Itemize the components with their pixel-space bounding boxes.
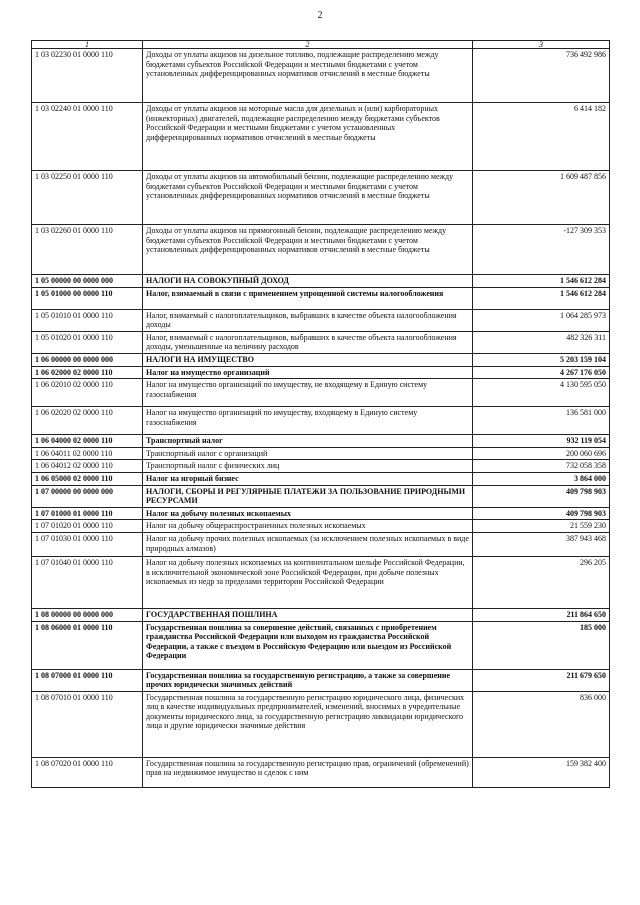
description-cell: Государственная пошлина за государственную регистрацию, а также за совершение прочих юридически значимых действий — [143, 669, 473, 691]
description-cell: НАЛОГИ НА СОВОКУПНЫЙ ДОХОД — [143, 275, 473, 288]
code-cell: 1 05 01010 01 0000 110 — [32, 309, 143, 331]
description-cell: Доходы от уплаты акцизов на автомобильный бензин, подлежащие распределению между бюджетами субъектов Российской Федерации и местными бюджетами с учетом установленных дифференцированных нормативов отчислений в местные бюджеты — [143, 171, 473, 225]
revenue-table — [31, 40, 610, 788]
description-cell: Налог на имущество организаций по имуществу, входящему в Единую систему газоснабжения — [143, 407, 473, 435]
table-row — [32, 447, 610, 460]
amount-cell: 4 130 595 050 — [473, 379, 610, 407]
amount-cell: -127 309 353 — [473, 225, 610, 275]
table-row — [32, 353, 610, 366]
table-row — [32, 331, 610, 353]
amount-cell: 1 064 285 973 — [473, 309, 610, 331]
description-cell: Налог, взимаемый в связи с применением упрощенной системы налогообложения — [143, 287, 473, 309]
description-cell: Доходы от уплаты акцизов на моторные масла для дизельных и (или) карбюраторных (инжекторных) двигателей, подлежащие распределению между бюджетами субъектов Российской Федерации и местными бюджетами с учетом установленных дифференцированных нормативов отчислений в местные бюджеты — [143, 103, 473, 171]
amount-cell: 836 000 — [473, 691, 610, 757]
amount-cell: 736 492 986 — [473, 49, 610, 103]
code-cell: 1 08 07020 01 0000 110 — [32, 757, 143, 787]
table-row — [32, 171, 610, 225]
page-number: 2 — [317, 10, 323, 21]
code-cell: 1 03 02230 01 0000 110 — [32, 49, 143, 103]
code-cell: 1 07 01000 01 0000 110 — [32, 507, 143, 520]
table-row — [32, 691, 610, 757]
description-cell: Налог, взимаемый с налогоплательщиков, выбравших в качестве объекта налогообложения доходы — [143, 309, 473, 331]
description-cell: Налог на имущество организаций — [143, 366, 473, 379]
description-cell: Государственная пошлина за совершение действий, связанных с приобретением гражданства Российской Федерации или выходом из гражданства Российской Федерации, а также с въездом в Российскую Федерацию или выездом из Российской Федерации — [143, 621, 473, 669]
description-cell: Транспортный налог с физических лиц — [143, 460, 473, 473]
code-cell: 1 03 02260 01 0000 110 — [32, 225, 143, 275]
header-col-2: 2 — [143, 41, 473, 49]
header-col-3: 3 — [473, 41, 610, 49]
table-row — [32, 472, 610, 485]
amount-cell: 159 382 400 — [473, 757, 610, 787]
amount-cell: 21 559 230 — [473, 520, 610, 533]
code-cell: 1 03 02250 01 0000 110 — [32, 171, 143, 225]
description-cell: Государственная пошлина за государственную регистрацию прав, ограничений (обременений) прав на недвижимое имущество и сделок с ним — [143, 757, 473, 787]
table-row — [32, 309, 610, 331]
table-header-row — [32, 41, 610, 49]
description-cell: Налог на добычу прочих полезных ископаемых (за исключением полезных ископаемых в виде природных алмазов) — [143, 532, 473, 556]
amount-cell: 1 546 612 284 — [473, 275, 610, 288]
table-row — [32, 556, 610, 608]
code-cell: 1 06 02020 02 0000 110 — [32, 407, 143, 435]
amount-cell: 1 609 487 856 — [473, 171, 610, 225]
code-cell: 1 07 00000 00 0000 000 — [32, 485, 143, 507]
code-cell: 1 07 01030 01 0000 110 — [32, 532, 143, 556]
amount-cell: 211 864 650 — [473, 608, 610, 621]
code-cell: 1 06 04000 02 0000 110 — [32, 435, 143, 448]
table-row — [32, 103, 610, 171]
code-cell: 1 03 02240 01 0000 110 — [32, 103, 143, 171]
table-row — [32, 379, 610, 407]
amount-cell: 1 546 612 284 — [473, 287, 610, 309]
description-cell: Налог, взимаемый с налогоплательщиков, выбравших в качестве объекта налогообложения доходы, уменьшенные на величину расходов — [143, 331, 473, 353]
description-cell: Транспортный налог — [143, 435, 473, 448]
table-row — [32, 287, 610, 309]
code-cell: 1 08 07000 01 0000 110 — [32, 669, 143, 691]
code-cell: 1 08 07010 01 0000 110 — [32, 691, 143, 757]
amount-cell: 932 119 054 — [473, 435, 610, 448]
table-row — [32, 366, 610, 379]
amount-cell: 4 267 176 050 — [473, 366, 610, 379]
code-cell: 1 06 05000 02 0000 110 — [32, 472, 143, 485]
amount-cell: 387 943 468 — [473, 532, 610, 556]
code-cell: 1 07 01040 01 0000 110 — [32, 556, 143, 608]
amount-cell: 3 864 000 — [473, 472, 610, 485]
code-cell: 1 06 04011 02 0000 110 — [32, 447, 143, 460]
description-cell: Государственная пошлина за государственную регистрацию юридического лица, физических лиц в качестве индивидуальных предпринимателей, изменений, вносимых в учредительные документы юридического лица, за государственную регистрацию ликвидации юридического лица и другие юридически значимые действия — [143, 691, 473, 757]
table-row — [32, 435, 610, 448]
table-row — [32, 49, 610, 103]
table-row — [32, 669, 610, 691]
description-cell: НАЛОГИ, СБОРЫ И РЕГУЛЯРНЫЕ ПЛАТЕЖИ ЗА ПОЛЬЗОВАНИЕ ПРИРОДНЫМИ РЕСУРСАМИ — [143, 485, 473, 507]
amount-cell: 409 798 903 — [473, 507, 610, 520]
amount-cell: 5 203 159 104 — [473, 353, 610, 366]
description-cell: Налог на добычу общераспространенных полезных ископаемых — [143, 520, 473, 533]
table-row — [32, 407, 610, 435]
code-cell: 1 07 01020 01 0000 110 — [32, 520, 143, 533]
table-row — [32, 520, 610, 533]
amount-cell: 136 581 000 — [473, 407, 610, 435]
code-cell: 1 05 00000 00 0000 000 — [32, 275, 143, 288]
code-cell: 1 06 02000 02 0000 110 — [32, 366, 143, 379]
code-cell: 1 05 01020 01 0000 110 — [32, 331, 143, 353]
description-cell: ГОСУДАРСТВЕННАЯ ПОШЛИНА — [143, 608, 473, 621]
description-cell: Налог на добычу полезных ископаемых — [143, 507, 473, 520]
description-cell: НАЛОГИ НА ИМУЩЕСТВО — [143, 353, 473, 366]
code-cell: 1 06 02010 02 0000 110 — [32, 379, 143, 407]
amount-cell: 482 326 311 — [473, 331, 610, 353]
code-cell: 1 08 06000 01 0000 110 — [32, 621, 143, 669]
code-cell: 1 05 01000 00 0000 110 — [32, 287, 143, 309]
amount-cell: 296 205 — [473, 556, 610, 608]
amount-cell: 6 414 182 — [473, 103, 610, 171]
code-cell: 1 06 04012 02 0000 110 — [32, 460, 143, 473]
amount-cell: 200 060 696 — [473, 447, 610, 460]
description-cell: Налог на имущество организаций по имуществу, не входящему в Единую систему газоснабжения — [143, 379, 473, 407]
description-cell: Доходы от уплаты акцизов на прямогонный бензин, подлежащие распределению между бюджетами субъектов Российской Федерации и местными бюджетами с учетом установленных дифференцированных нормативов отчислений в местные бюджеты — [143, 225, 473, 275]
description-cell: Транспортный налог с организаций — [143, 447, 473, 460]
description-cell: Налог на добычу полезных ископаемых на континентальном шельфе Российской Федерации, в исключительной экономической зоне Российской Федерации, при добыче полезных ископаемых из недр за пределами территории Российской Федерации — [143, 556, 473, 608]
amount-cell: 211 679 650 — [473, 669, 610, 691]
description-cell: Доходы от уплаты акцизов на дизельное топливо, подлежащие распределению между бюджетами субъектов Российской Федерации и местными бюджетами с учетом установленных дифференцированных нормативов отчислений в местные бюджеты — [143, 49, 473, 103]
table-row — [32, 275, 610, 288]
code-cell: 1 08 00000 00 0000 000 — [32, 608, 143, 621]
table-row — [32, 621, 610, 669]
table-row — [32, 225, 610, 275]
description-cell: Налог на игорный бизнес — [143, 472, 473, 485]
table-row — [32, 460, 610, 473]
table-row — [32, 608, 610, 621]
table-row — [32, 507, 610, 520]
amount-cell: 732 058 358 — [473, 460, 610, 473]
amount-cell: 185 000 — [473, 621, 610, 669]
table-row — [32, 485, 610, 507]
header-col-1: 1 — [32, 41, 143, 49]
amount-cell: 409 798 903 — [473, 485, 610, 507]
table-row — [32, 757, 610, 787]
table-row — [32, 532, 610, 556]
code-cell: 1 06 00000 00 0000 000 — [32, 353, 143, 366]
